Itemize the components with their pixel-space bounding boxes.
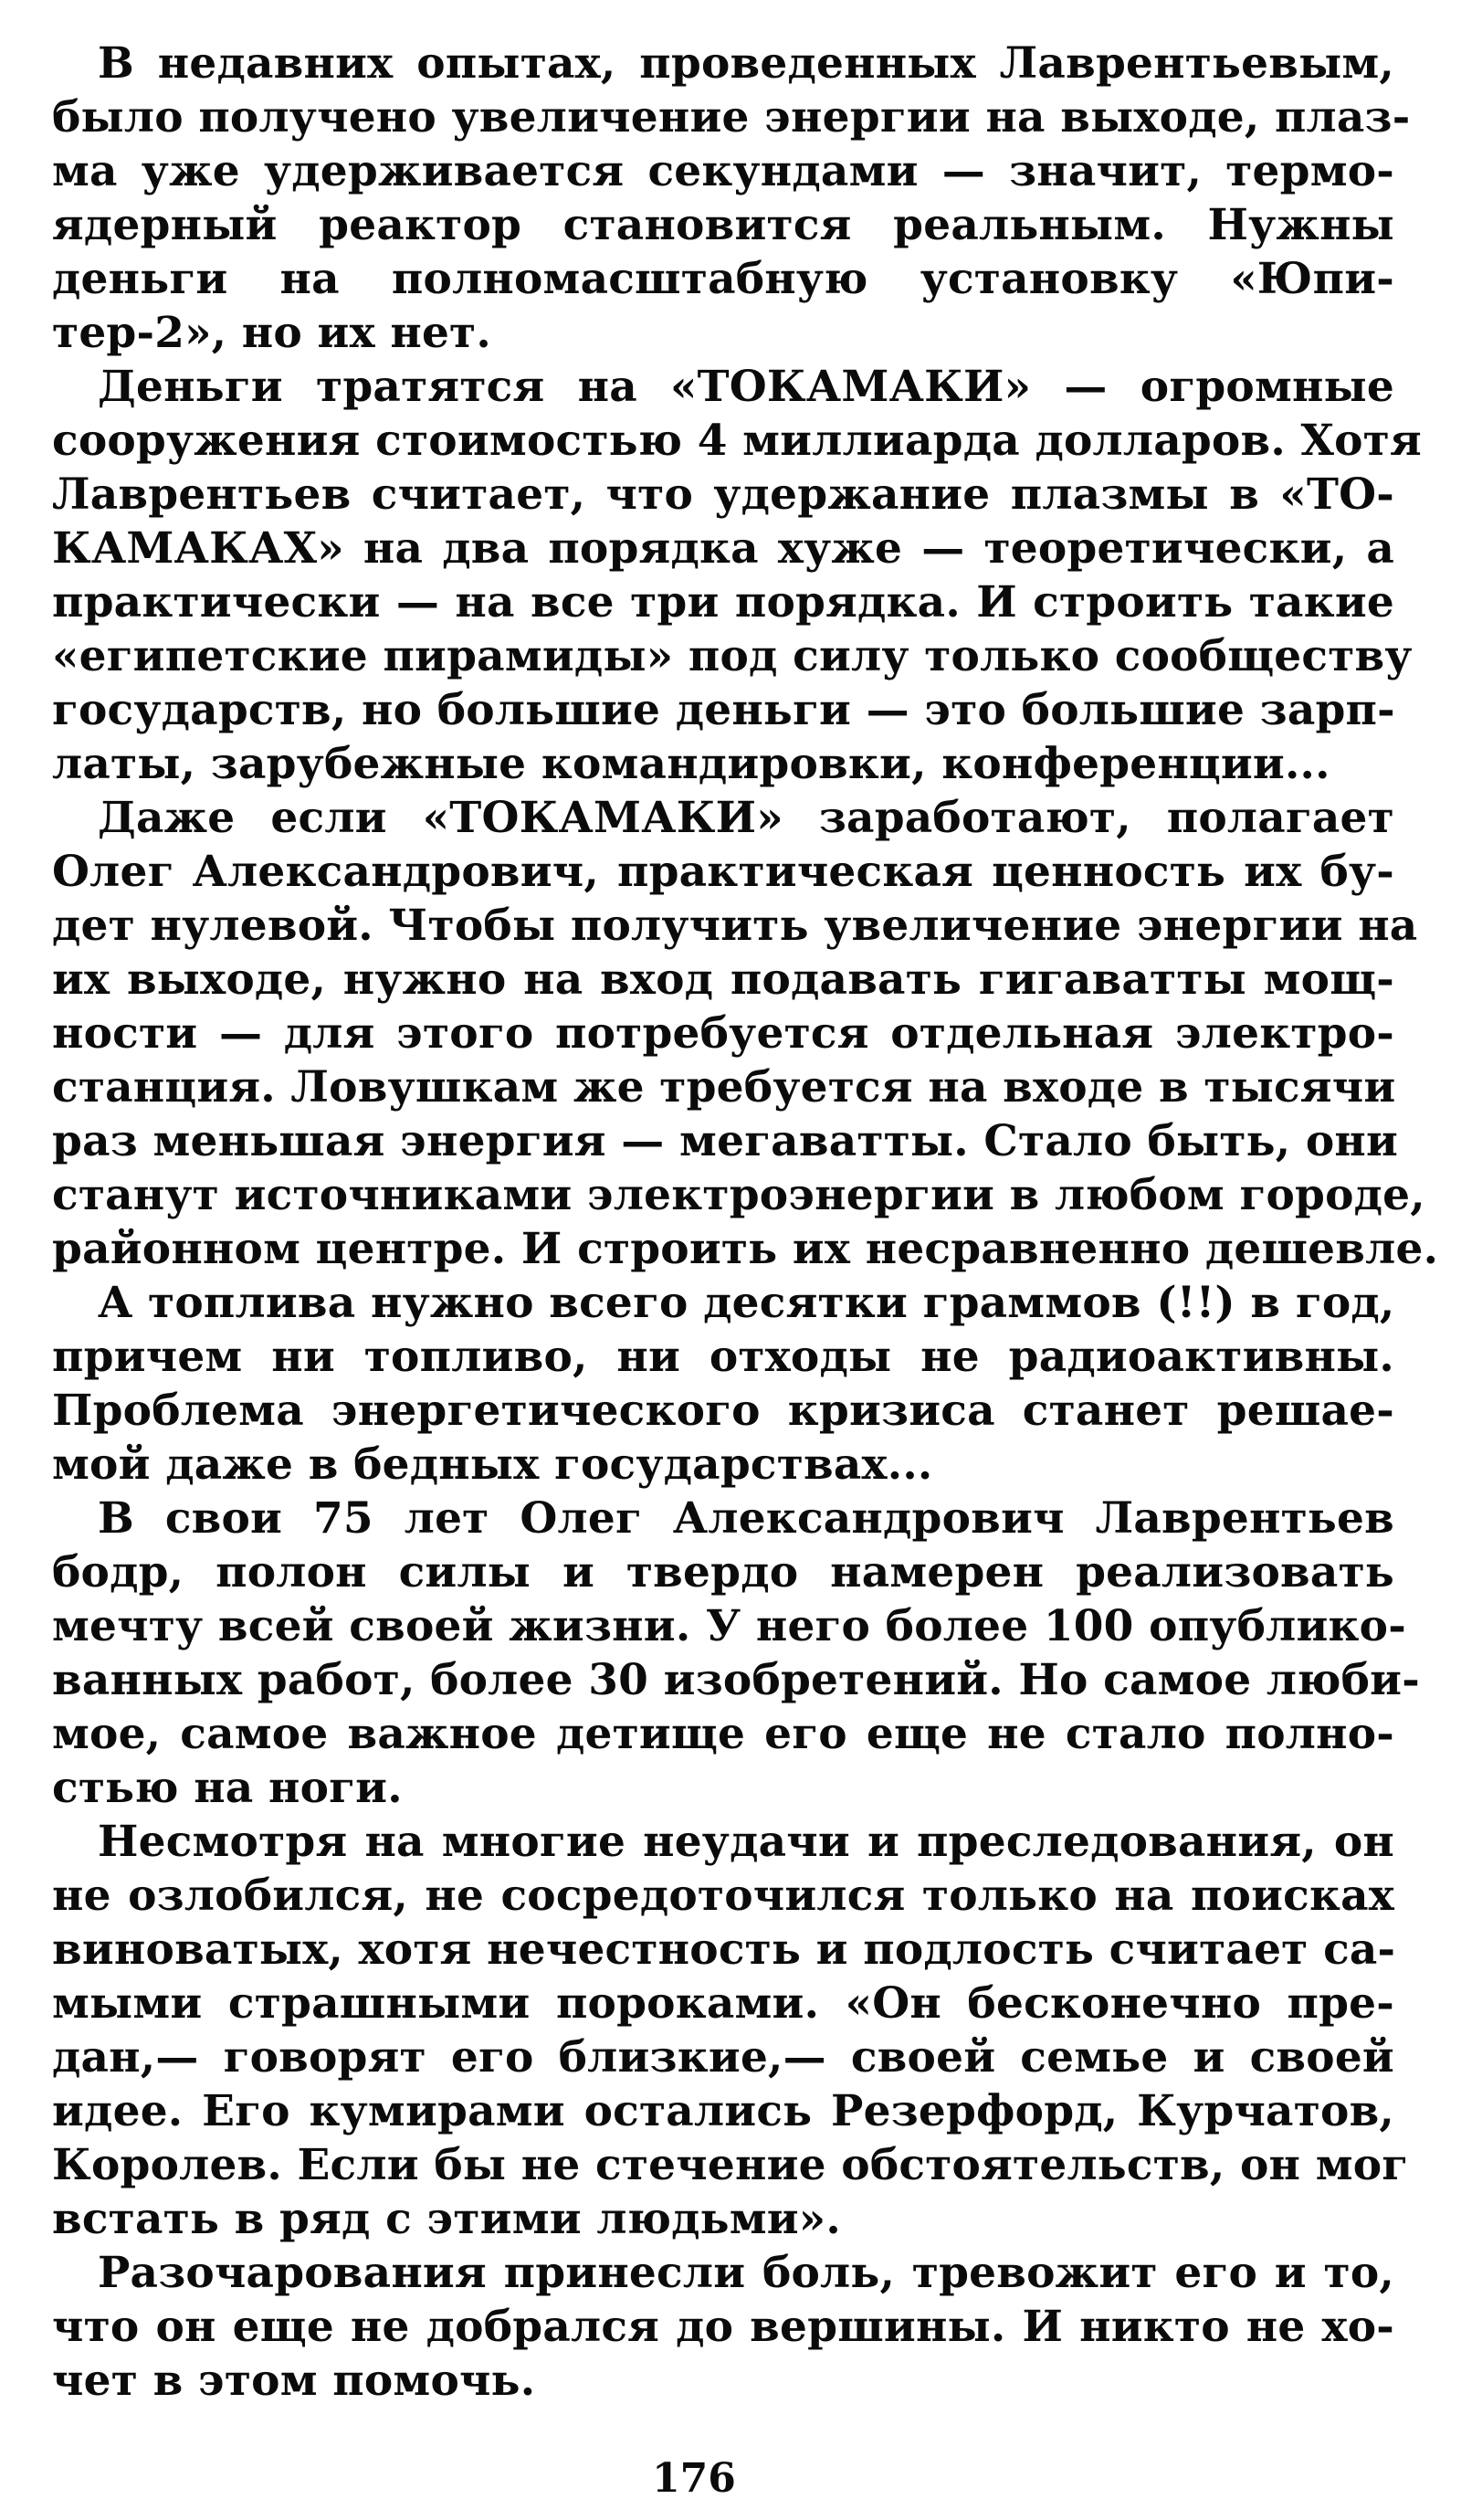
- text-line: Проблема энергетического кризиса станет решае-: [52, 1386, 1394, 1436]
- text-line: «египетские пирамиды» под силу только сообществу: [52, 631, 1413, 681]
- text-line: ванных работ, более 30 изобретений. Но самое люби-: [52, 1655, 1420, 1705]
- text-line: Королев. Если бы не стечение обстоятельств, он мог: [52, 2140, 1409, 2190]
- text-line: В свои 75 лет Олег Александрович Лаврентьев: [98, 1493, 1394, 1544]
- text-line: Олег Александрович, практическая ценность их бу-: [52, 847, 1394, 897]
- text-line: раз меньшая энергия — мегаватты. Стало быть, они: [52, 1116, 1399, 1166]
- text-line: районном центре. И строить их несравненно дешевле.: [52, 1224, 1439, 1274]
- text-line: мое, самое важное детище его еще не стало полно-: [52, 1709, 1394, 1759]
- text-line: Лаврентьев считает, что удержание плазмы в «ТО-: [52, 469, 1394, 520]
- text-line: сооружения стоимостью 4 миллиарда долларов. Хотя: [52, 416, 1422, 466]
- text-line: стью на ноги.: [52, 1763, 403, 1813]
- text-line: латы, зарубежные командировки, конференции...: [52, 739, 1330, 789]
- text-line: идее. Его кумирами остались Резерфорд, Курчатов,: [52, 2086, 1394, 2136]
- text-line: А топлива нужно всего десятки граммов (!!) в год,: [98, 1278, 1395, 1328]
- text-line: встать в ряд с этими людьми».: [52, 2194, 841, 2244]
- text-line: КАМАКАХ» на два порядка хуже — теоретически, а: [52, 523, 1394, 574]
- text-line: что он еще не добрался до вершины. И никто не хо-: [52, 2302, 1394, 2352]
- text-line: причем ни топливо, ни отходы не радиоактивны.: [52, 1332, 1394, 1382]
- text-line: не озлобился, не сосредоточился только на поисках: [52, 1871, 1394, 1921]
- text-line: Разочарования принесли боль, тревожит его и то,: [98, 2248, 1394, 2298]
- text-line: Деньги тратятся на «ТОКАМАКИ» — огромные: [98, 362, 1394, 412]
- text-line: их выходе, нужно на вход подавать гигаватты мощ-: [52, 954, 1394, 1005]
- text-line: ности — для этого потребуется отдельная электро-: [52, 1008, 1394, 1059]
- text-line: было получено увеличение энергии на выходе, плаз-: [52, 92, 1411, 142]
- text-line: мечту всей своей жизни. У него более 100 опублико-: [52, 1601, 1406, 1651]
- text-line: мыми страшными пороками. «Он бесконечно пре-: [52, 1978, 1394, 2029]
- text-line: ядерный реактор становится реальным. Нужны: [52, 200, 1394, 250]
- page-number: 176: [652, 2455, 736, 2502]
- text-line: мой даже в бедных государствах...: [52, 1439, 933, 1490]
- text-column: [52, 37, 1439, 2502]
- text-line: ма уже удерживается секундами — значит, термо-: [52, 146, 1394, 196]
- text-line: Несмотря на многие неудачи и преследования, он: [98, 1817, 1394, 1867]
- text-line: Даже если «ТОКАМАКИ» заработают, полагает: [98, 793, 1394, 843]
- text-line: тер-2», но их нет.: [52, 308, 491, 358]
- text-line: станут источниками электроэнергии в любом городе,: [52, 1170, 1425, 1220]
- text-line: государств, но большие деньги — это большие зарп-: [52, 685, 1395, 735]
- text-line: дан,— говорят его близкие,— своей семье и своей: [52, 2032, 1394, 2082]
- text-line: практически — на все три порядка. И строить такие: [52, 577, 1394, 627]
- text-line: В недавних опытах, проведенных Лаврентьевым,: [98, 38, 1394, 89]
- text-line: виноватых, хотя нечестность и подлость считает са-: [52, 1924, 1396, 1975]
- text-line: деньги на полномасштабную установку «Юпи-: [52, 254, 1394, 304]
- text-line: бодр, полон силы и твердо намерен реализовать: [52, 1547, 1394, 1597]
- text-line: станция. Ловушкам же требуется на входе в тысячи: [52, 1062, 1396, 1112]
- text-line: чет в этом помочь.: [52, 2356, 536, 2406]
- text-line: дет нулевой. Чтобы получить увеличение энергии на: [52, 901, 1418, 951]
